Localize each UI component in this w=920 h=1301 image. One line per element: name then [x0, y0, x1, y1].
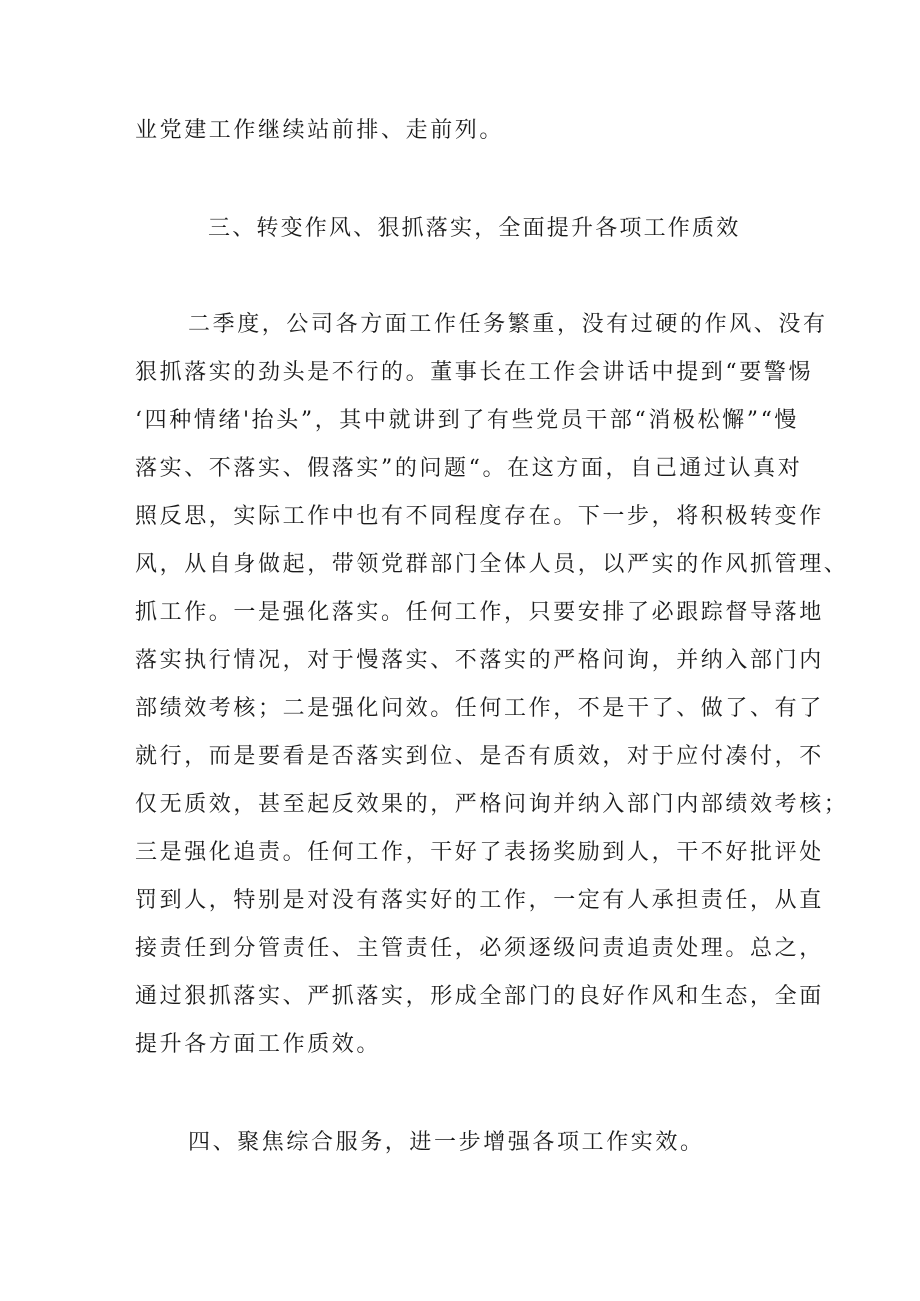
- paragraph-line: 风，从自身做起，带领党群部门全体人员，以严实的作风抓管理、: [135, 552, 849, 577]
- paragraph-line: 三是强化追责。任何工作，干好了表扬奖励到人，干不好批评处: [135, 840, 824, 865]
- paragraph-line: 罚到人，特别是对没有落实好的工作，一定有人承担责任，从直: [135, 888, 824, 913]
- paragraph-line: 落实执行情况，对于慢落实、不落实的严格问询，并纳入部门内: [135, 648, 824, 673]
- paragraph-line: 抓工作。一是强化落实。任何工作，只要安排了必跟踪督导落地: [135, 600, 824, 625]
- section-3-heading: 三、转变作风、狠抓落实，全面提升各项工作质效: [208, 216, 741, 241]
- paragraph-line: 提升各方面工作质效。: [135, 1032, 382, 1057]
- paragraph-line: 通过狠抓落实、严抓落实，形成全部门的良好作风和生态，全面: [135, 984, 824, 1009]
- continuation-line: 业党建工作继续站前排、走前列。: [135, 118, 505, 143]
- paragraph-line: 二季度，公司各方面工作任务繁重，没有过硬的作风、没有: [188, 312, 828, 337]
- paragraph-line: 就行，而是要看是否落实到位、是否有质效，对于应付凑付，不: [135, 744, 824, 769]
- paragraph-line: 狠抓落实的劲头是不行的。董事长在工作会讲话中提到“要警惕: [135, 360, 814, 385]
- paragraph-line: 接责任到分管责任、主管责任，必须逐级问责追责处理。总之，: [135, 936, 824, 961]
- paragraph-line: ‘四种情绪'抬头”，其中就讲到了有些党员干部“消极松懈”“慢: [135, 408, 800, 433]
- paragraph-line: 仅无质效，甚至起反效果的，严格问询并纳入部门内部绩效考核；: [135, 792, 849, 817]
- section-4-heading: 四、聚焦综合服务，进一步增强各项工作实效。: [188, 1130, 705, 1155]
- paragraph-line: 部绩效考核；二是强化问效。任何工作，不是干了、做了、有了: [135, 696, 824, 721]
- paragraph-line: 落实、不落实、假落实”的问题“。在这方面，自己通过认真对: [135, 456, 803, 481]
- paragraph-line: 照反思，实际工作中也有不同程度存在。下一步，将积极转变作: [135, 504, 824, 529]
